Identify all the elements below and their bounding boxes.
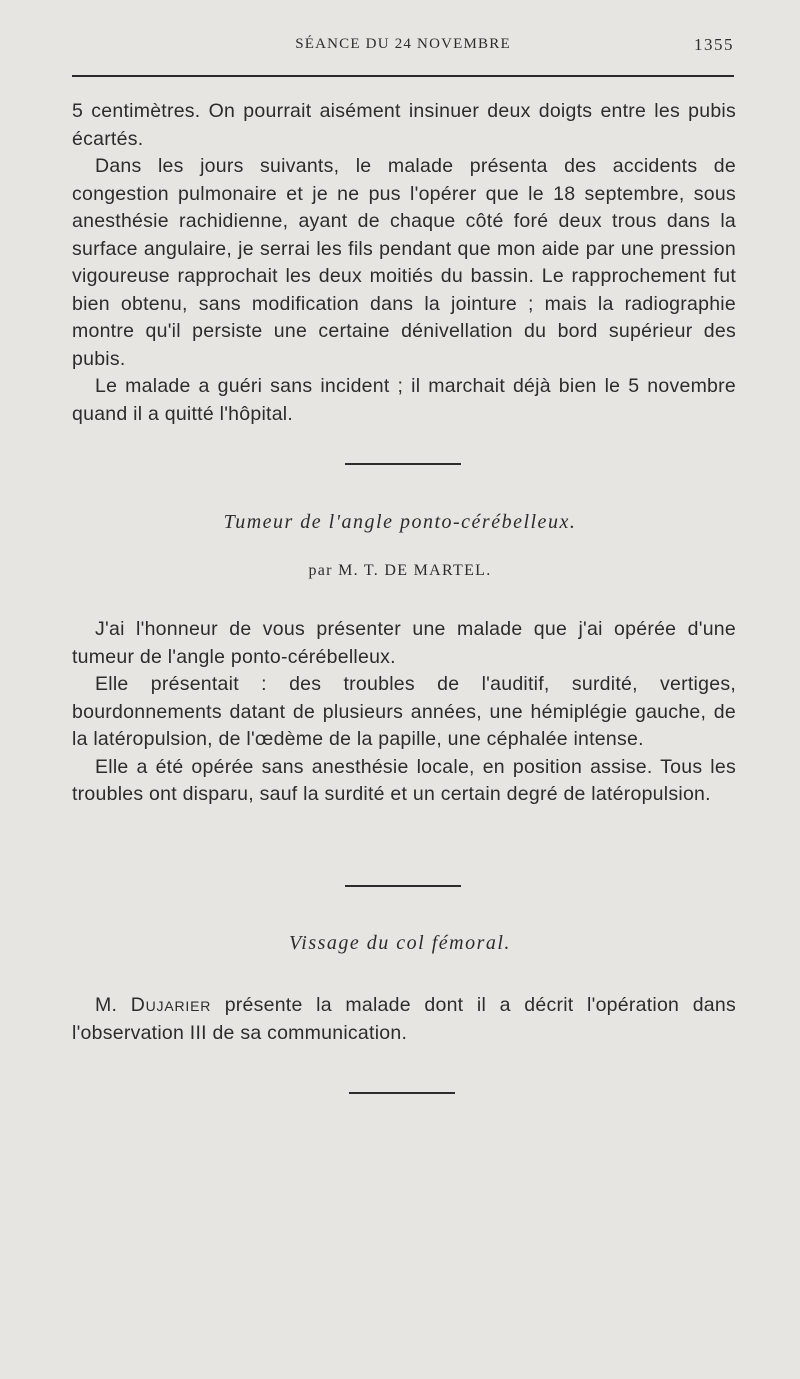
section-vissage-text — [72, 992, 736, 1047]
paragraph-congestion: Dans les jours suivants, le malade présenta des accidents de congestion pulmonaire et je ne pus l'opérer que le 18 septembre, sous anesthésie rachidienne, ayant de chaque côté foré deux trous dans la surface angulaire, je serrai les fils pendant que mon aide par une pression vigoureuse rapprochait les deux moitiés du bassin. Le rapprochement fut bien obtenu, sans modification dans la jointure ; mais la radiographie montre qu'il persiste une certaine dénivellation du bord supérieur des pubis. — [72, 155, 736, 370]
page-header — [72, 36, 734, 58]
paragraph-intro: J'ai l'honneur de vous présenter une malade que j'ai opérée d'une tumeur de l'angle ponto-cérébelleux. — [72, 618, 736, 668]
section-separator — [345, 463, 461, 465]
paragraph-recovery: Le malade a guéri sans incident ; il marchait déjà bien le 5 novembre quand il a quitté l'hôpital. — [72, 375, 736, 425]
paragraph-continuation: 5 centimètres. On pourrait aisément insinuer deux doigts entre les pubis écartés. — [72, 100, 736, 150]
running-head: SÉANCE DU 24 NOVEMBRE — [295, 36, 511, 52]
paragraph-symptoms: Elle présentait : des troubles de l'auditif, surdité, vertiges, bourdonnements datant de plusieurs années, une hémiplégie gauche, de la latéropulsion, de l'œdème de la papille, une céphalée intense. — [72, 673, 736, 750]
section-separator — [345, 885, 461, 887]
section-separator — [349, 1092, 455, 1094]
header-rule — [72, 75, 734, 77]
page-number: 1355 — [694, 35, 734, 54]
section-continued-text — [72, 98, 736, 428]
author-byline: par M. T. DE MARTEL. — [308, 562, 492, 579]
paragraph-operation: Elle a été opérée sans anesthésie locale, en position assise. Tous les troubles ont disparu, sauf la surdité et un certain degré de latéropulsion. — [72, 755, 736, 805]
section-title-vissage: Vissage du col fémoral. — [289, 932, 511, 954]
author-name: Dujarier — [130, 994, 212, 1016]
paragraph-dujarier-text: présente la malade dont il a décrit l'opération dans l'observation III de sa communication. — [72, 994, 736, 1044]
paragraph-dujarier — [72, 992, 736, 1047]
section-tumeur-text — [72, 616, 736, 809]
section-title-tumeur: Tumeur de l'angle ponto-cérébelleux. — [223, 511, 577, 533]
author-prefix: M. — [95, 994, 118, 1016]
